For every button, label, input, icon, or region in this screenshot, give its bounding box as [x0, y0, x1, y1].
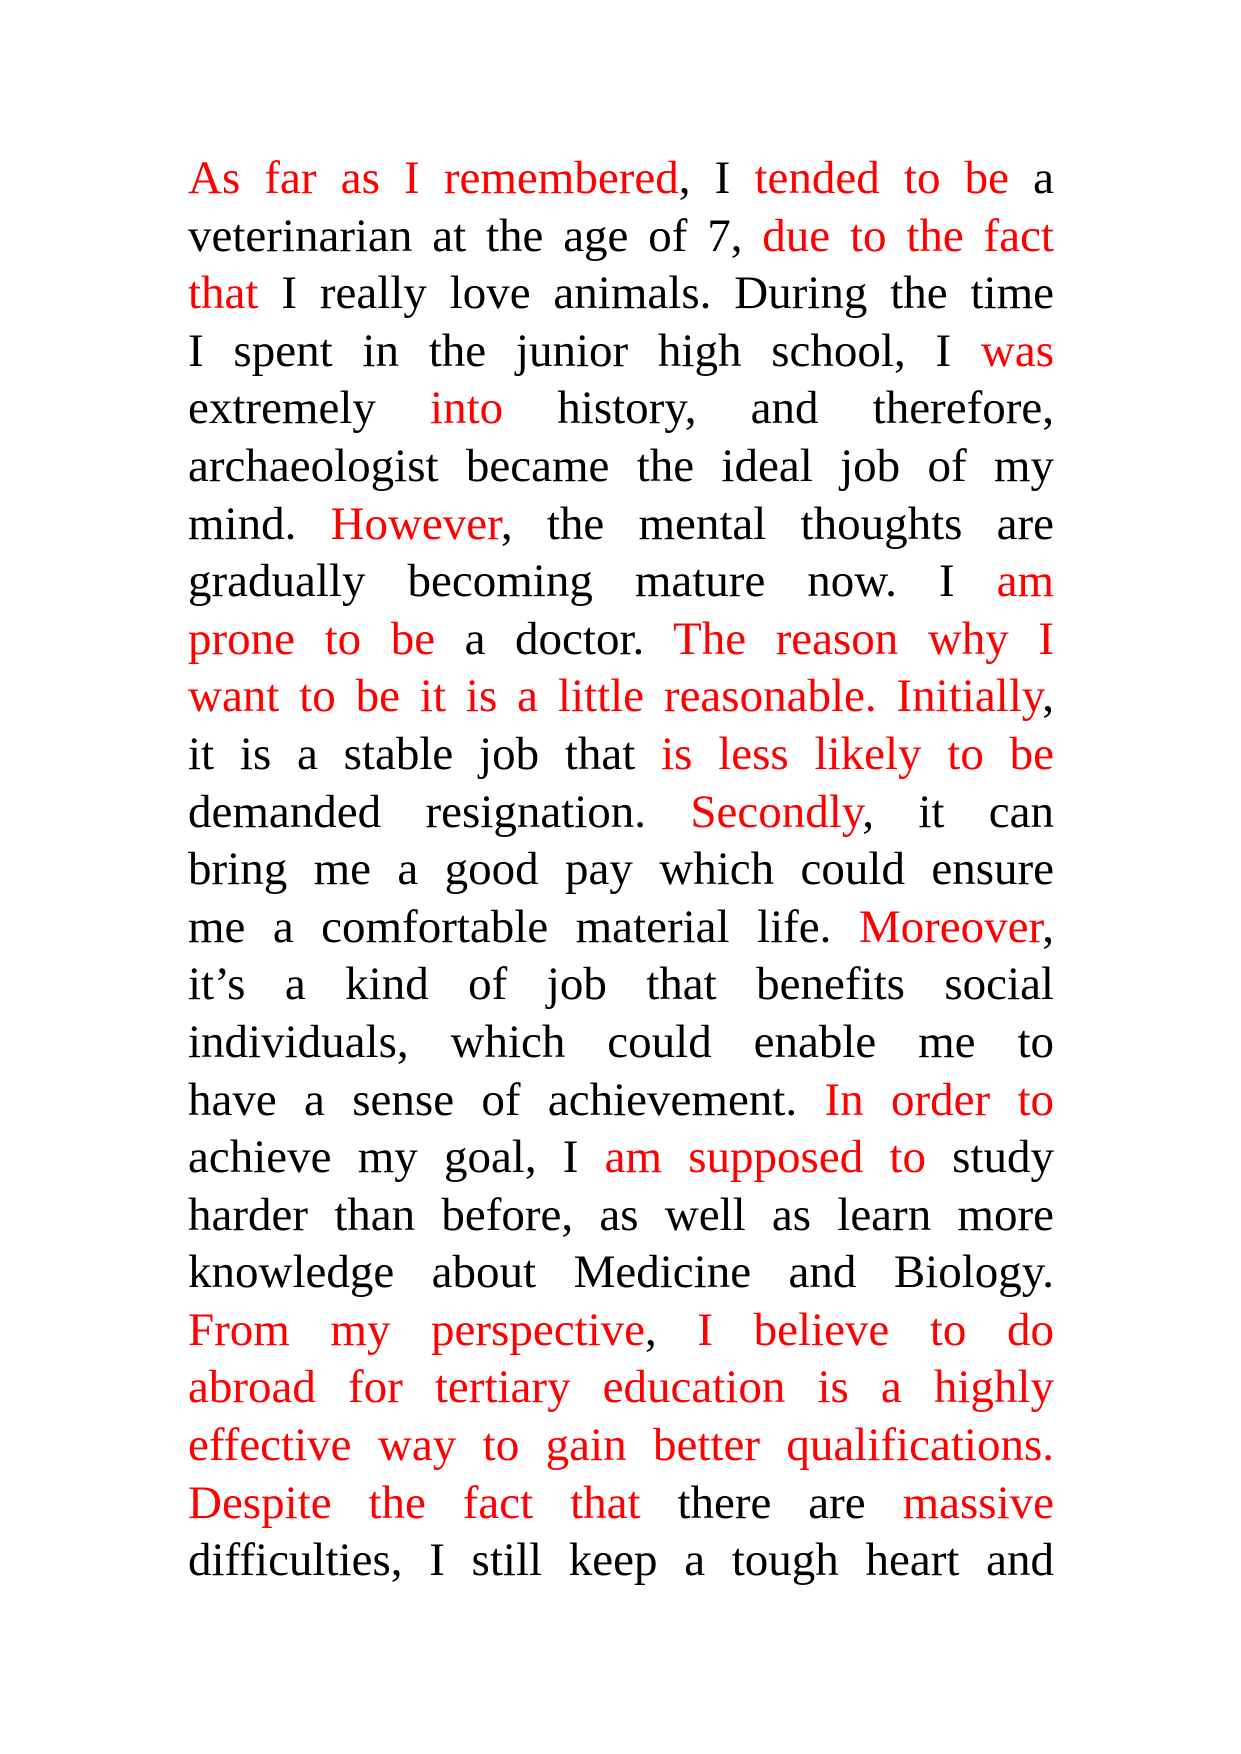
- text-segment: veterinarian at the age of 7,: [188, 209, 763, 262]
- text-segment: mind.: [188, 497, 331, 550]
- highlighted-phrase: Secondly: [690, 785, 863, 838]
- highlighted-phrase: is less likely to be: [661, 727, 1054, 780]
- text-segment: have a sense of achievement.: [188, 1073, 825, 1126]
- text-line: [188, 1359, 1054, 1417]
- text-segment: individuals, which could enable me to: [188, 1015, 1054, 1068]
- text-line: [188, 1129, 1054, 1187]
- text-segment: it is a stable job that: [188, 727, 662, 780]
- text-line: [188, 380, 1054, 438]
- text-segment: ,: [1042, 900, 1054, 953]
- text-segment: bring me a good pay which could ensure: [188, 843, 1054, 896]
- text-line: [188, 208, 1054, 266]
- highlighted-phrase: However: [330, 497, 501, 550]
- highlighted-phrase: into: [430, 382, 504, 435]
- text-segment: study: [925, 1131, 1054, 1184]
- text-segment: gradually becoming mature now. I: [188, 555, 997, 608]
- text-line: [188, 496, 1054, 554]
- text-line: [188, 265, 1054, 323]
- text-line: [188, 150, 1054, 208]
- highlighted-phrase: I believe to do: [697, 1303, 1054, 1356]
- text-segment: , I: [678, 152, 755, 204]
- highlighted-phrase: As far as I remembered: [188, 152, 679, 204]
- highlighted-phrase: tended to be: [754, 152, 1009, 204]
- highlighted-phrase: want to be it is a little reasonable. Initially: [188, 670, 1043, 723]
- text-line: [188, 611, 1054, 669]
- text-segment: , it can: [862, 785, 1055, 838]
- highlighted-phrase: that: [188, 267, 259, 320]
- text-segment: archaeologist became the ideal job of my: [188, 439, 1054, 492]
- text-line: [188, 956, 1054, 1014]
- text-segment: knowledge about Medicine and Biology.: [188, 1246, 1054, 1299]
- text-segment: a doctor.: [435, 612, 673, 665]
- text-segment: harder than before, as well as learn more: [188, 1188, 1054, 1241]
- text-line: [188, 784, 1054, 842]
- text-segment: it’s a kind of job that benefits social: [188, 958, 1054, 1011]
- text-segment: me a comfortable material life.: [188, 900, 859, 953]
- highlighted-phrase: am supposed to: [604, 1131, 926, 1184]
- highlighted-phrase: From my perspective: [188, 1303, 646, 1356]
- highlighted-phrase: am: [996, 555, 1054, 608]
- text-line: [188, 553, 1054, 611]
- text-segment: a: [1008, 152, 1055, 204]
- highlighted-phrase: prone to be: [188, 612, 436, 665]
- text-line: [188, 1532, 1054, 1590]
- text-line: [188, 1187, 1054, 1245]
- text-line: [188, 1417, 1054, 1475]
- text-segment: , the mental thoughts are: [500, 497, 1054, 550]
- text-line: [188, 438, 1054, 496]
- text-line: [188, 1302, 1054, 1360]
- text-line: [188, 668, 1054, 726]
- text-line: [188, 1244, 1054, 1302]
- highlighted-phrase: In order to: [824, 1073, 1055, 1126]
- text-segment: I spent in the junior high school, I: [188, 324, 981, 377]
- text-line: [188, 899, 1054, 957]
- text-line: [188, 1014, 1054, 1072]
- text-segment: extremely: [188, 382, 431, 435]
- text-line: [188, 841, 1054, 899]
- text-segment: difficulties, I still keep a tough heart and: [188, 1534, 1054, 1587]
- text-segment: there are: [640, 1476, 903, 1529]
- highlighted-phrase: Despite the fact that: [188, 1476, 641, 1529]
- text-line: [188, 323, 1054, 381]
- text-line: [188, 726, 1054, 784]
- highlighted-phrase: due to the fact: [762, 209, 1054, 262]
- text-line: [188, 1072, 1054, 1130]
- highlighted-phrase: massive: [902, 1476, 1054, 1529]
- text-segment: history, and therefore,: [503, 382, 1054, 435]
- highlighted-phrase: abroad for tertiary education is a highly: [188, 1361, 1054, 1414]
- text-segment: ,: [1042, 670, 1054, 723]
- essay-paragraph: [188, 150, 1054, 1590]
- highlighted-phrase: effective way to gain better qualifications.: [188, 1419, 1054, 1472]
- text-segment: demanded resignation.: [188, 785, 691, 838]
- text-line: [188, 1475, 1054, 1533]
- text-segment: ,: [645, 1303, 698, 1356]
- text-segment: achieve my goal, I: [188, 1131, 605, 1184]
- highlighted-phrase: was: [980, 324, 1054, 377]
- text-segment: I really love animals. During the time: [258, 267, 1054, 320]
- highlighted-phrase: Moreover: [858, 900, 1043, 953]
- highlighted-phrase: The reason why I: [672, 612, 1054, 665]
